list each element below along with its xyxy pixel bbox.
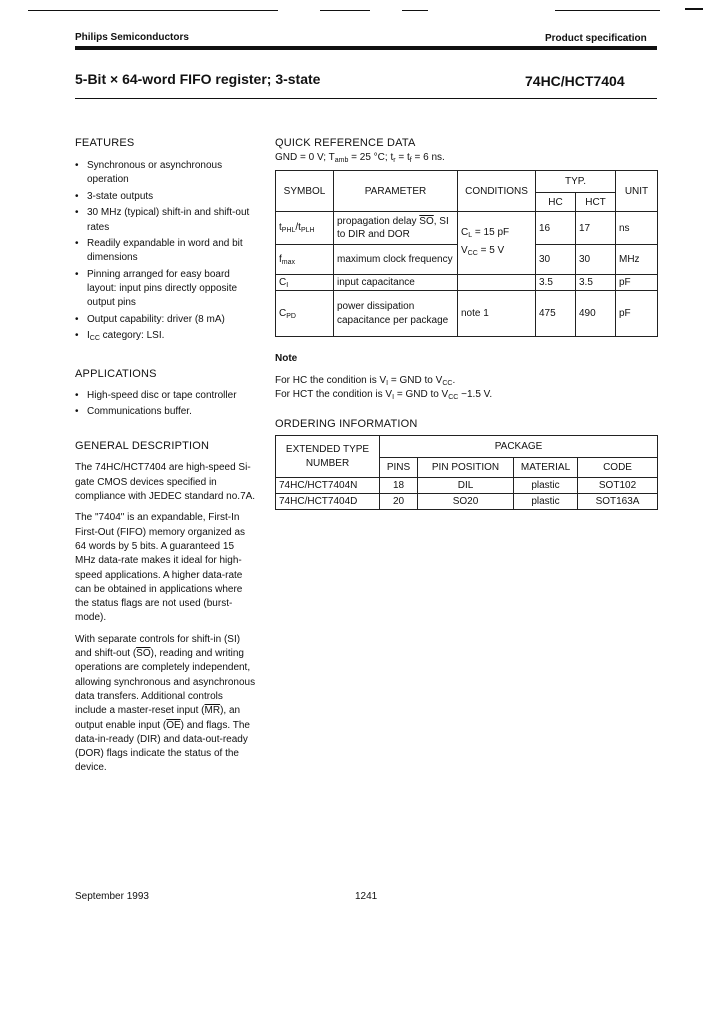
top-scan-mark	[320, 10, 370, 11]
note-heading: Note	[275, 353, 298, 364]
feature-item: • Synchronous or asynchronous operation	[75, 159, 257, 188]
note-line: For HCT the condition is $V_I$ = GND to $V_{CC} -1.5$ V.	[275, 389, 493, 401]
pins-cell: 18	[380, 478, 418, 494]
material-cell: plastic	[514, 494, 578, 510]
left-column	[75, 137, 257, 783]
hc-value: 30	[536, 245, 576, 275]
quick-reference-heading: QUICK REFERENCE DATA	[275, 137, 416, 149]
parameter-cell: power dissipation capacitance per package	[334, 291, 458, 337]
parameter-cell: maximum clock frequency	[334, 245, 458, 275]
title-rule	[75, 98, 657, 99]
company-name: Philips Semiconductors	[75, 32, 189, 43]
col-header-pins: PINS	[380, 458, 418, 478]
description-paragraph: With separate controls for shift-in (SI) and shift-out $(\overline{SO})$, reading and writing operations are completely independent, allowing synchronous and asynchronous data transfers. Additional controls include a master-reset input $(\overline{MR})$, an output enable input $(\overline{OE})$ and flags. The data-in-ready (DIR) and data-out-ready (DOR) flags indicate the status of the device.	[75, 633, 256, 774]
quick-reference-table	[275, 170, 658, 337]
applications-list	[75, 389, 257, 420]
hc-value: 16	[536, 212, 576, 245]
col-header-pin-position: PIN POSITION	[418, 458, 514, 478]
applications-heading: APPLICATIONS	[75, 367, 157, 380]
application-item: • High-speed disc or tape controller	[75, 389, 257, 403]
symbol-cell: $t_{PHL}/t_{PLH}$	[276, 212, 334, 245]
table-row	[276, 212, 658, 245]
description-paragraph: The "7404" is an expandable, First-In First-Out (FIFO) memory organized as 64 words by 5 bits. A guaranteed 15 MHz data-rate makes it ideal for high-speed applications. A higher data-rate can be obtained in applications where the status flags are not used (burst-mode).	[75, 512, 246, 624]
hct-value: 17	[576, 212, 616, 245]
parameter-cell: propagation delay $\overline{SO}$, SI to DIR and DOR	[334, 212, 458, 245]
feature-item: • 30 MHz (typical) shift-in and shift-out rates	[75, 206, 257, 235]
conditions-cell	[458, 275, 536, 291]
feature-item: • Pinning arranged for easy board layout: input pins directly opposite output pins	[75, 268, 257, 311]
description-paragraph: The 74HC/HCT7404 are high-speed Si-gate CMOS devices specified in compliance with JEDEC standard no.7A.	[75, 462, 256, 503]
table-row	[276, 291, 658, 337]
quick-reference-conditions: GND = 0 V; $T_{amb} = 25$ °C; $t_r = t_f = 6$ ns.	[275, 152, 445, 164]
table-row	[276, 494, 658, 510]
footer-page-number: 1241	[355, 891, 378, 902]
col-header-hct: HCT	[576, 193, 616, 212]
col-header-material: MATERIAL	[514, 458, 578, 478]
col-header-package: PACKAGE	[380, 436, 658, 458]
feature-item: • Readily expandable in word and bit dimensions	[75, 237, 257, 266]
feature-item: • $I_{CC}$ category: LSI.	[75, 329, 257, 346]
top-scan-mark	[555, 10, 660, 11]
col-header-typ: TYP.	[536, 171, 616, 193]
hct-value: 490	[576, 291, 616, 337]
load-capacitance-condition: $C_L = 15$ pF	[461, 227, 510, 239]
symbol-cell: $C_{PD}$	[276, 291, 334, 337]
feature-item: • 3-state outputs	[75, 190, 257, 204]
col-header-symbol: SYMBOL	[276, 171, 334, 212]
hc-value: 3.5	[536, 275, 576, 291]
col-header-unit: UNIT	[616, 171, 658, 212]
hc-value: 475	[536, 291, 576, 337]
symbol-cell: $C_I$	[276, 275, 334, 291]
part-number: 74HC/HCT7404	[525, 73, 625, 89]
feature-item: • Output capability: driver (8 mA)	[75, 313, 257, 327]
pin-position-cell: DIL	[418, 478, 514, 494]
features-list	[75, 159, 257, 347]
col-header-code: CODE	[578, 458, 658, 478]
unit-value: pF	[616, 291, 658, 337]
col-header-extended-type: EXTENDED TYPE NUMBER	[276, 436, 380, 478]
code-cell: SOT102	[578, 478, 658, 494]
col-header-hc: HC	[536, 193, 576, 212]
header-rule	[75, 46, 657, 50]
top-scan-mark	[685, 8, 703, 10]
table-row	[276, 478, 658, 494]
type-number-cell: 74HC/HCT7404D	[276, 494, 380, 510]
parameter-cell: input capacitance	[334, 275, 458, 291]
unit-value: MHz	[616, 245, 658, 275]
type-number-cell: 74HC/HCT7404N	[276, 478, 380, 494]
unit-value: pF	[616, 275, 658, 291]
ordering-info-heading: ORDERING INFORMATION	[275, 418, 418, 430]
document-title: 5-Bit × 64-word FIFO register; 3-state	[75, 71, 321, 87]
features-heading: FEATURES	[75, 137, 135, 149]
conditions-cell: note 1	[458, 291, 536, 337]
unit-value: ns	[616, 212, 658, 245]
pin-position-cell: SO20	[418, 494, 514, 510]
conditions-cell	[458, 212, 536, 275]
hct-value: 30	[576, 245, 616, 275]
col-header-conditions: CONDITIONS	[458, 171, 536, 212]
supply-voltage-condition: $V_{CC} = 5$ V	[461, 245, 505, 257]
top-scan-mark	[28, 10, 278, 11]
footer-date: September 1993	[75, 891, 149, 902]
pins-cell: 20	[380, 494, 418, 510]
hct-value: 3.5	[576, 275, 616, 291]
note-line: For HC the condition is $V_I$ = GND to $V_{CC}$.	[275, 375, 456, 387]
symbol-cell: $f_{max}$	[276, 245, 334, 275]
code-cell: SOT163A	[578, 494, 658, 510]
col-header-parameter: PARAMETER	[334, 171, 458, 212]
general-description	[75, 461, 257, 775]
table-row	[276, 275, 658, 291]
top-scan-mark	[402, 10, 428, 11]
application-item: • Communications buffer.	[75, 405, 257, 419]
material-cell: plastic	[514, 478, 578, 494]
general-description-heading: GENERAL DESCRIPTION	[75, 440, 210, 453]
ordering-info-table	[275, 435, 658, 510]
spec-type: Product specification	[545, 33, 647, 44]
